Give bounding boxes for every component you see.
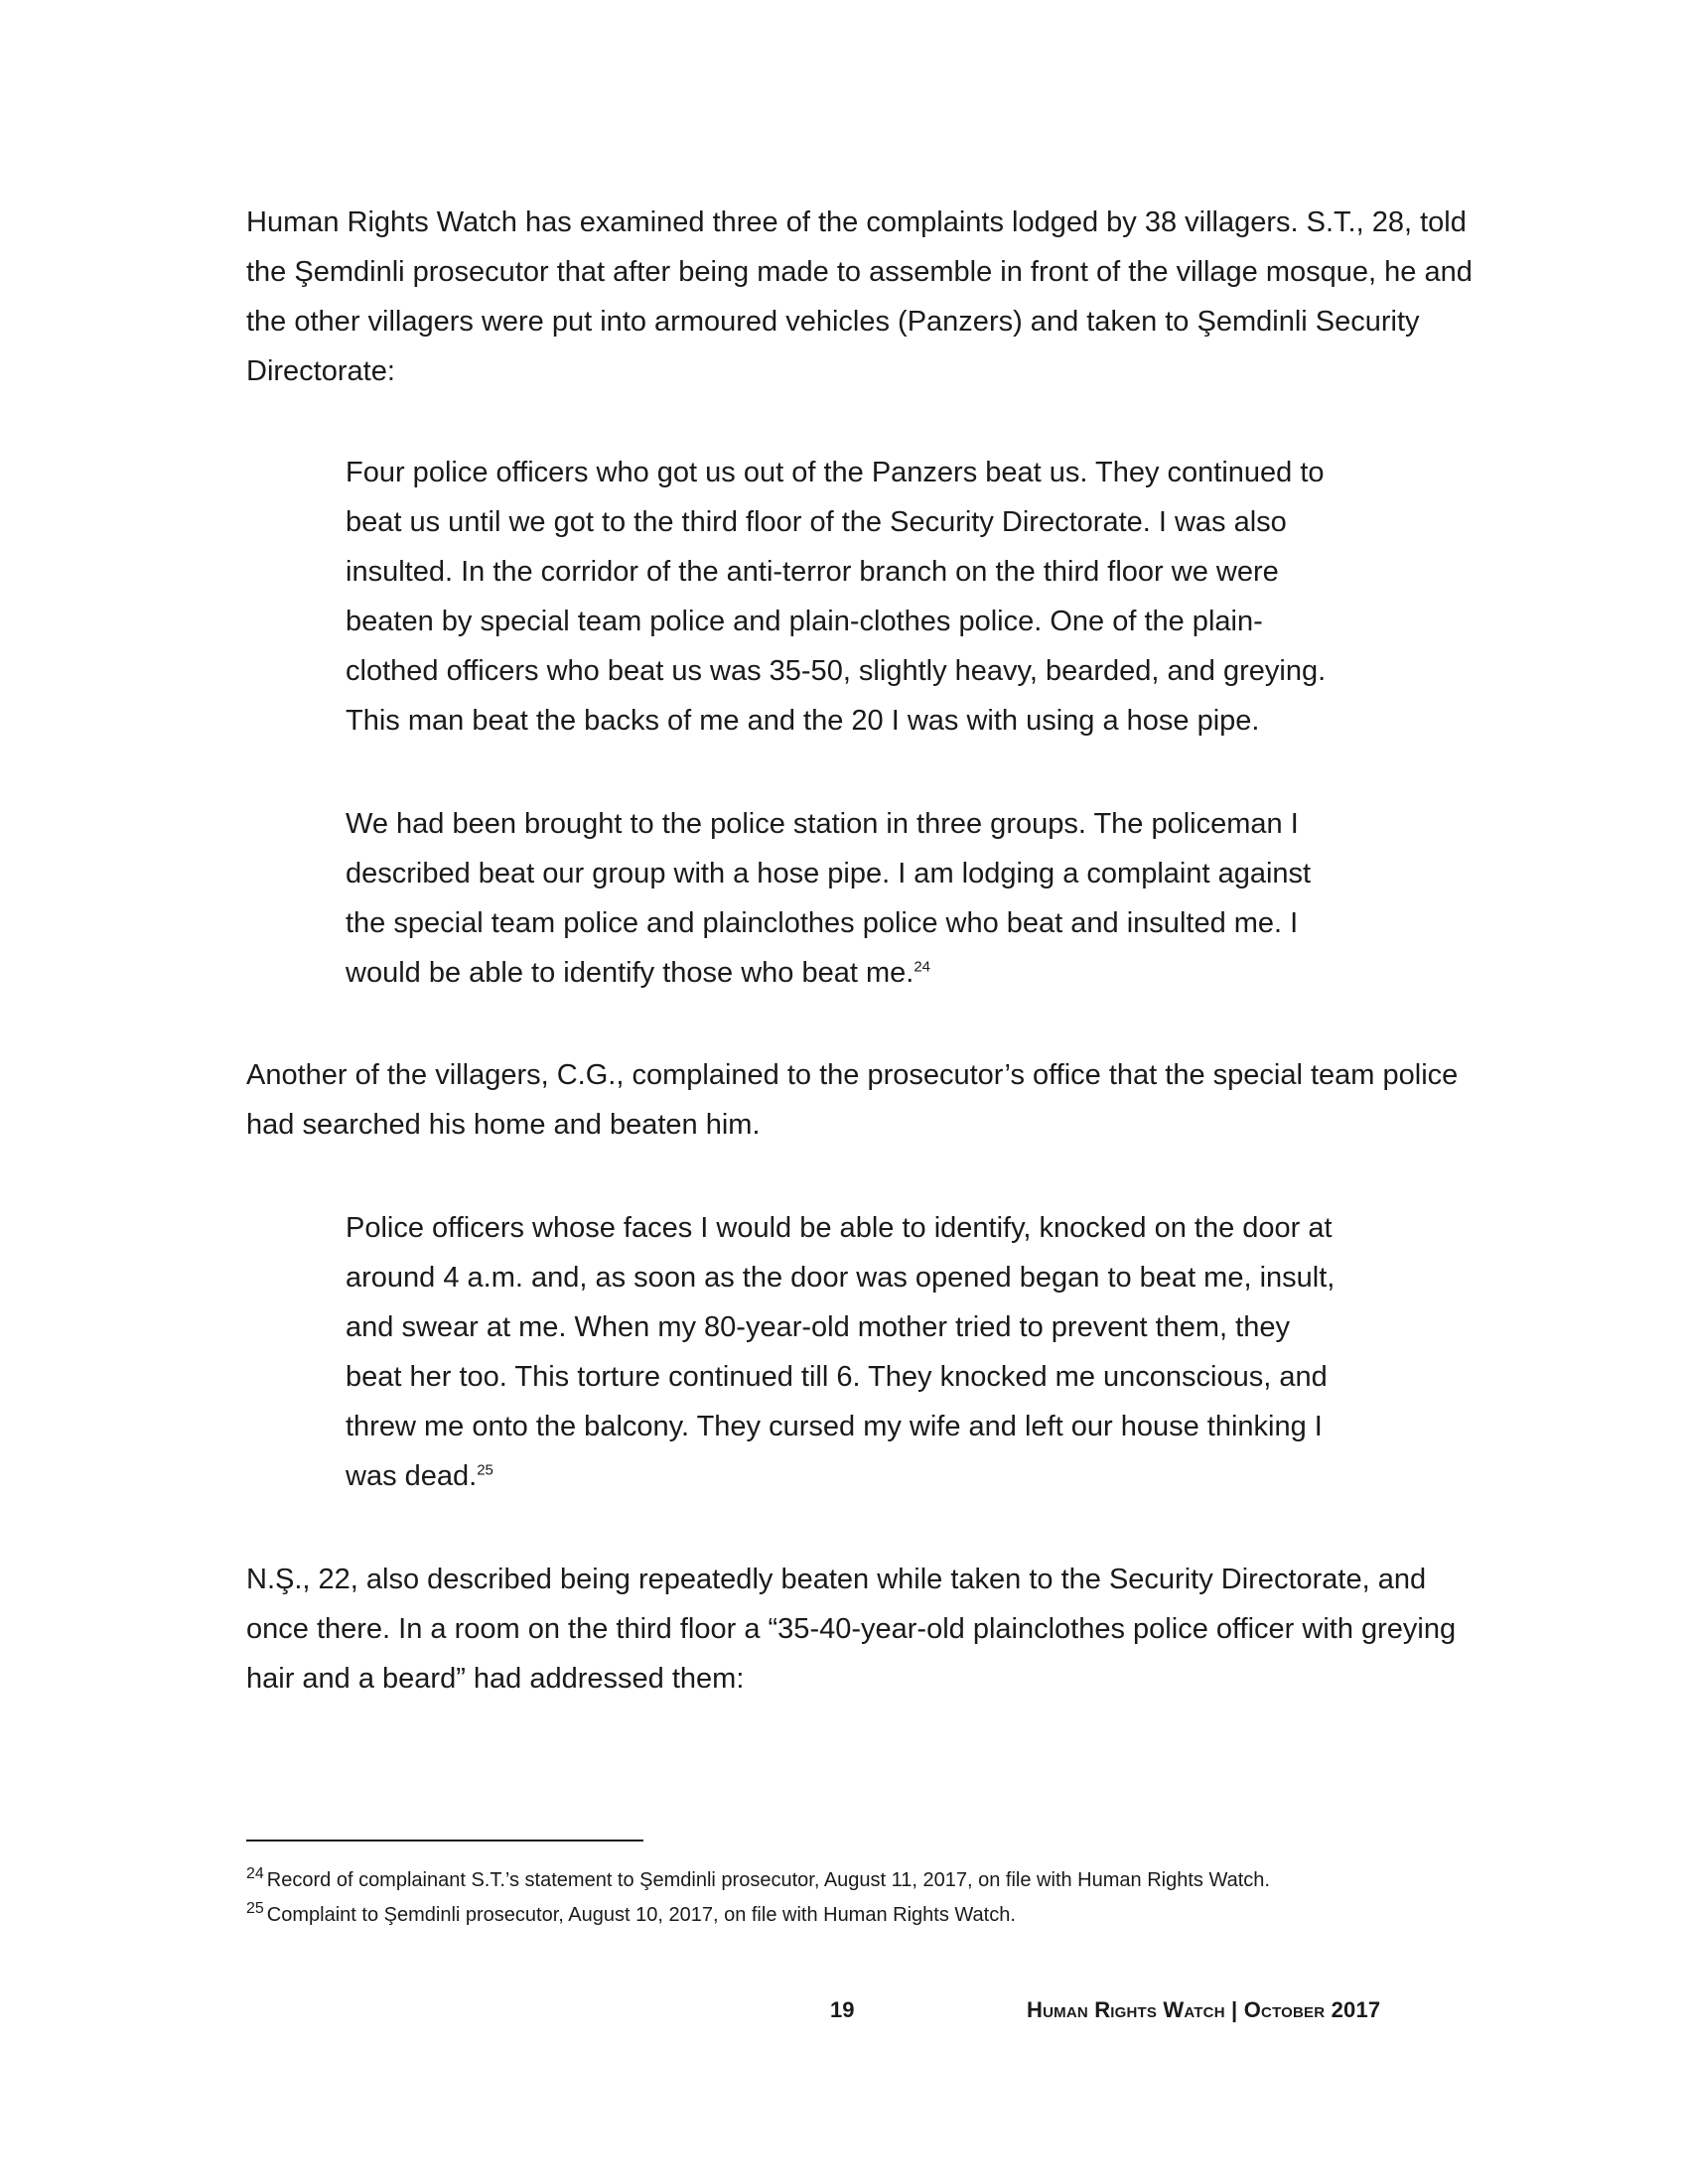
block-quote-st-1: Four police officers who got us out of the Panzers beat us. They continued to beat us until we got to the third floor of the Security Directorate. I was also insulted. In the corridor of the anti-terror branch on the third floor we were beaten by special team police and plain-clothes police. One of the plain-clothed officers who beat us was 35-50, slightly heavy, bearded, and greying. This man beat the backs of me and the 20 I was with using a hose pipe. [346, 457, 1327, 737]
block-quote-cg-text: Police officers whose faces I would be able to identify, knocked on the door at around 4 a.m. and, as soon as the door was opened began to beat me, insult, and swear at me. When my 80-year-old mother tried to prevent them, they beat her too. This torture continued till 6. They knocked me unconscious, and threw me onto the balcony. They cursed my wife and left our house thinking I was dead. [346, 1212, 1336, 1492]
page-number: 19 [830, 1997, 855, 2022]
footnote-ref-24[interactable]: 24 [914, 958, 930, 976]
body-paragraph-ns: N.Ş., 22, also described being repeatedly beaten while taken to the Security Directorate, and once there. In a room on the third floor a “35-40-year-old plainclothes police officer with greying hair and a beard” had addressed them: [246, 1564, 1457, 1695]
footnote-ref-25[interactable]: 25 [477, 1461, 493, 1479]
footnote-number: 25 [246, 1900, 264, 1918]
block-quote-st-2-text: We had been brought to the police station in three groups. The policeman I described beat our group with a hose pipe. I am lodging a complaint against the special team police and plainclothes police who beat and insulted me. I would be able to identify those who beat me. [346, 808, 1312, 989]
footnote-number: 24 [246, 1865, 264, 1883]
body-paragraph-intro: Human Rights Watch has examined three of the complaints lodged by 38 villagers. S.T., 28, told the Şemdinli prosecutor that after being made to assemble in front of the village mosque, he and the other villagers were put into armoured vehicles (Panzers) and taken to Şemdinli Security Directorate: [246, 206, 1473, 387]
footnote-24 [246, 1863, 1487, 1897]
block-quote-cg [346, 1203, 1338, 1501]
running-footer-title: Human Rights Watch | October 2017 [1027, 1997, 1381, 2022]
footnote-text: Record of complainant S.T.’s statement to Şemdinli prosecutor, August 11, 2017, on file with Human Rights Watch. [266, 1869, 1270, 1891]
block-quote-st-2 [346, 799, 1338, 998]
footnote-25 [246, 1898, 1487, 1932]
footnote-text: Complaint to Şemdinli prosecutor, August 10, 2017, on file with Human Rights Watch. [266, 1904, 1016, 1926]
body-paragraph-cg: Another of the villagers, C.G., complained to the prosecutor’s office that the special team police had searched his home and beaten him. [246, 1059, 1459, 1141]
footnote-separator [246, 1840, 643, 1842]
